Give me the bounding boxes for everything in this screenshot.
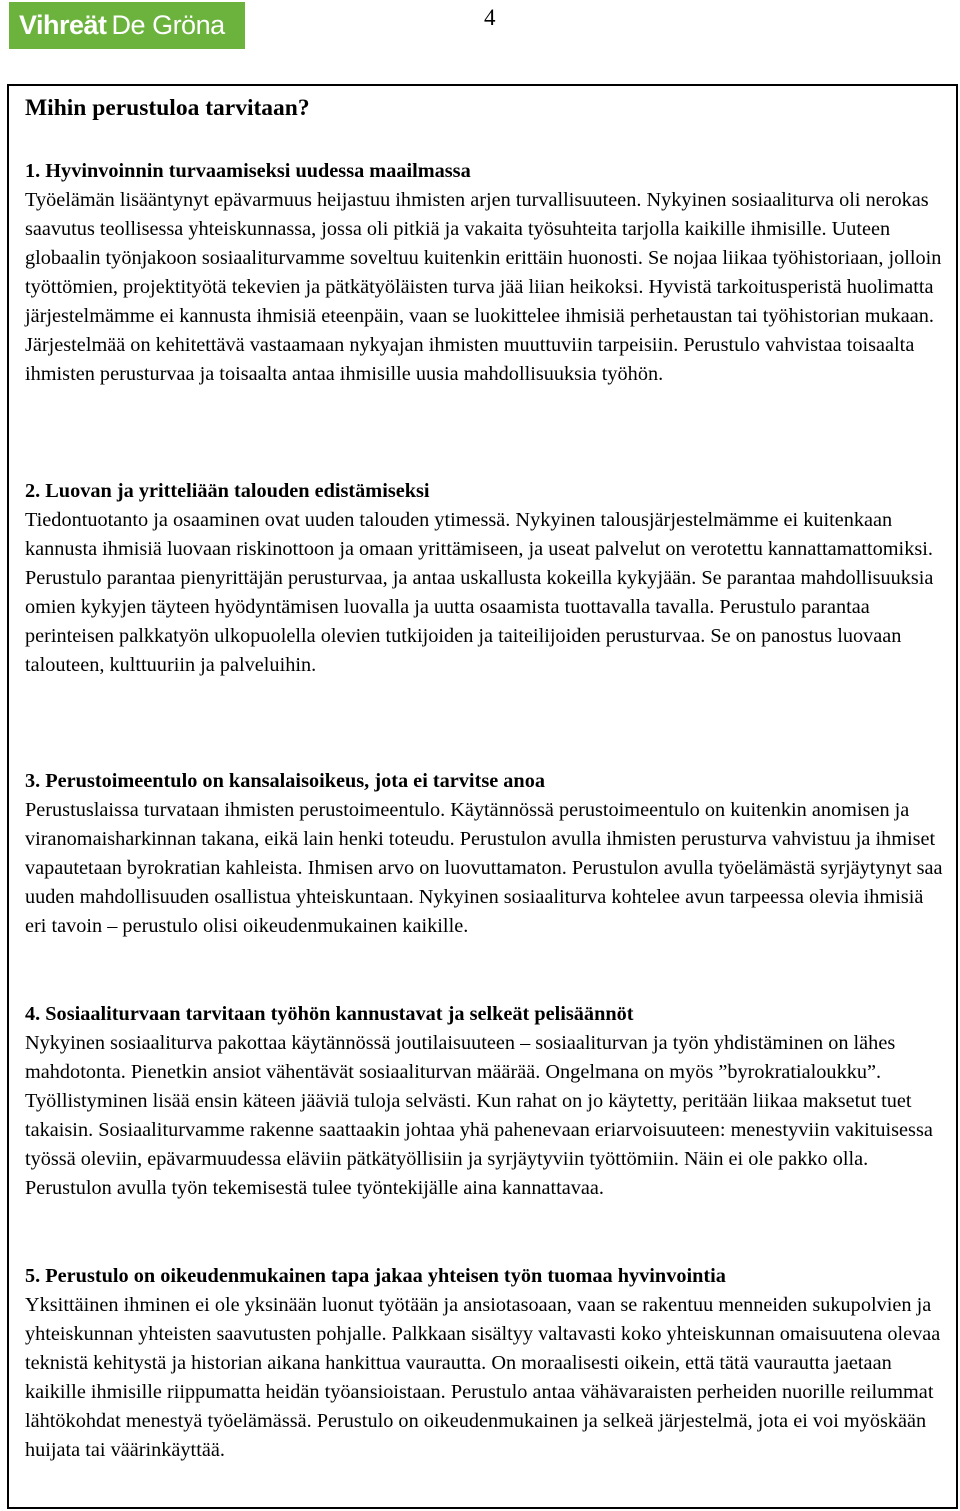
section-heading: 2. Luovan ja yritteliään talouden edistämiseksi [25, 480, 430, 502]
logo-text-de-grona: De Gröna [111, 10, 225, 40]
logo-text-vihreat: Vihreät [19, 10, 107, 40]
section-body: Tiedontuotanto ja osaaminen ovat uuden talouden ytimessä. Nykyinen talousjärjestelmämme ei kuitenkaan kannusta ihmisiä luovaan riskinottoon ja omaan yrittämiseen, ja useat palvelut on verotettu kannattamattomiksi. Perustulo parantaa pienyrittäjän perusturvaa, ja antaa uskallusta kokeilla kykyjään. Se parantaa mahdollisuuksia omien kykyjen täyteen hyödyntämisen luovalla ja uutta osaamista tuottavalla tavalla. Perustulo parantaa perinteisen palkkatyön ulkopuolella olevien tutkijoiden ja taiteilijoiden perusturvaa. Se on panostus luovaan talouteen, kulttuuriin ja palveluihin. [25, 509, 934, 676]
section-heading: 4. Sosiaaliturvaan tarvitaan työhön kannustavat ja selkeät pelisäännöt [25, 1003, 634, 1025]
section-1 [25, 157, 945, 389]
section-4 [25, 1000, 945, 1203]
section-5 [25, 1262, 945, 1465]
section-body: Nykyinen sosiaaliturva pakottaa käytännössä joutilaisuuteen – sosiaaliturvan ja työn yhdistäminen on lähes mahdotonta. Pienetkin ansiot vähentävät sosiaaliturvan määrää. Ongelmana on myös ”byrokratialoukku”. Työllistyminen lisää ensin käteen jääviä tuloja selvästi. Kun rahat on jo käytetty, peritään liikaa maksetut tuet takaisin. Sosiaaliturvamme rakenne saattaakin johtaa yhä pahenevaan eriarvoisuuteen: menestyviin vakituisessa työssä oleviin, epävarmuudessa eläviin pätkätyöllisiin ja syrjäytyviin työttömiin. Näin ei ole pakko olla. Perustulon avulla työn tekemisestä tulee työntekijälle aina kannattavaa. [25, 1032, 933, 1199]
section-heading: 5. Perustulo on oikeudenmukainen tapa jakaa yhteisen työn tuomaa hyvinvointia [25, 1265, 726, 1287]
page-title: Mihin perustuloa tarvitaan? [25, 95, 310, 121]
section-3 [25, 767, 945, 941]
page-number: 4 [484, 5, 496, 30]
section-body: Perustuslaissa turvataan ihmisten perustoimeentulo. Käytännössä perustoimeentulo on kuitenkin anomisen ja viranomaisharkinnan takana, eikä lain henki toteudu. Perustulon avulla ihmisten perusturva vahvistuu ja ihmiset vapautetaan byrokratian kahleista. Ihmisen arvo on luovuttamaton. Perustulon avulla työelämästä syrjäytynyt saa uuden mahdollisuuden osallistua yhteiskuntaan. Nykyinen sosiaaliturva kohtelee avun tarpeessa olevia ihmisiä eri tavoin – perustulo olisi oikeudenmukainen kaikille. [25, 799, 943, 937]
section-2 [25, 477, 945, 680]
vihreat-logo [9, 2, 245, 49]
section-heading: 3. Perustoimeentulo on kansalaisoikeus, jota ei tarvitse anoa [25, 770, 545, 792]
section-body: Työelämän lisääntynyt epävarmuus heijastuu ihmisten arjen turvallisuuteen. Nykyinen sosiaaliturva oli nerokas saavutus teollisessa yhteiskunnassa, jossa oli pitkiä ja vakaita työsuhteita tarjolla kaikille ihmisille. Uuteen globaalin työnjakoon sosiaaliturvamme soveltuu kuitenkin erittäin huonosti. Se nojaa liikaa työhistoriaan, jolloin työttömien, projektityötä tekevien ja pätkätyöläisten turva jää liian heikoksi. Hyvistä tarkoitusperistä huolimatta järjestelmämme ei kannusta ihmisiä eteenpäin, vaan se luokittelee ihmisiä perhetaustan tai työhistorian mukaan. Järjestelmää on kehitettävä vastaamaan nykyajan ihmisten muuttuviin tarpeisiin. Perustulo vahvistaa toisaalta ihmisten perusturvaa ja toisaalta antaa ihmisille uusia mahdollisuuksia työhön. [25, 189, 942, 385]
section-body: Yksittäinen ihminen ei ole yksinään luonut työtään ja ansiotasoaan, vaan se rakentuu menneiden sukupolvien ja yhteiskunnan yhteisten saavutusten pohjalle. Palkkaan sisältyy valtavasti koko yhteiskunnan omaisuutena olevaa teknistä kehitystä ja historian aikana hankittua vaurautta. On moraalisesti oikein, että tätä vaurautta jaetaan kaikille ihmisille riippumatta heidän työansioistaan. Perustulo antaa vähävaraisten perheiden nuorille reilummat lähtökohdat menestyä työelämässä. Perustulo on oikeudenmukainen ja selkeä järjestelmä, jota ei voi myöskään huijata tai väärinkäyttää. [25, 1294, 941, 1461]
section-heading: 1. Hyvinvoinnin turvaamiseksi uudessa maailmassa [25, 160, 471, 182]
